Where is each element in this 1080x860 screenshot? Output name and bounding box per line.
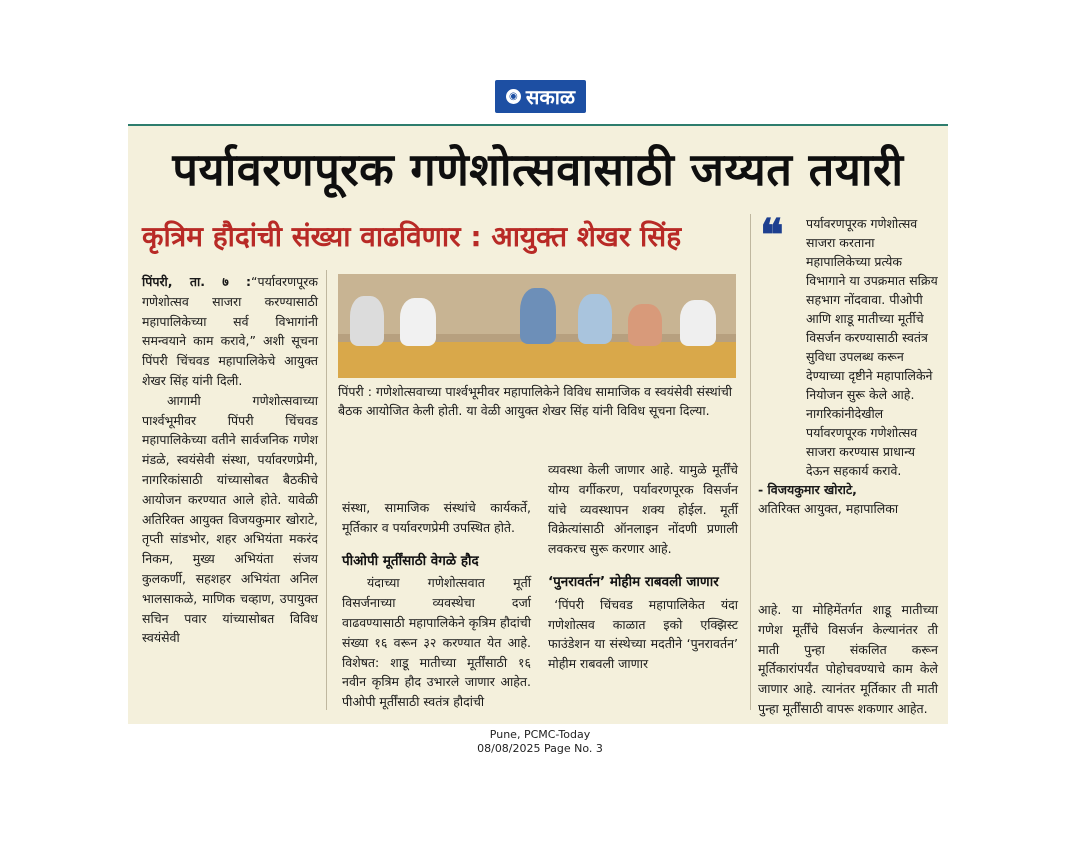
photo-person bbox=[520, 288, 556, 344]
paragraph: व्यवस्था केली जाणार आहे. यामुळे मूर्तींचे योग्य वर्गीकरण, पर्यावरणपूरक विसर्जन यांचे व्यवस्थापन शक्य होईल. मूर्ती विक्रेत्यांसाठी ऑनलाइन नोंदणी प्रणाली लवकरच सुरू करणार आहे. bbox=[548, 462, 738, 557]
paragraph-1: पिंपरी, ता. ७ :“पर्यावरणपूरक गणेशोत्सव साजरा करण्यासाठी महापालिकेच्या सर्व विभागांनी समन्वयाने काम करावे,” अशी सूचना पिंपरी चिंचवड महापालिकेचे आयुक्त शेखर सिंह यांनी दिली. bbox=[142, 274, 318, 388]
column-3 bbox=[548, 460, 738, 674]
pull-quote bbox=[758, 210, 940, 518]
section-subhead: ‘पुनरावर्तन’ मोहीम राबवली जाणार bbox=[548, 573, 719, 590]
photo-person bbox=[680, 300, 716, 346]
section-subhead: पीओपी मूर्तींसाठी वेगळे हौद bbox=[342, 552, 479, 569]
column-4 bbox=[758, 600, 938, 719]
subheadline: कृत्रिम हौदांची संख्या वाढविणार : आयुक्त शेखर सिंह bbox=[142, 220, 682, 253]
quote-designation: अतिरिक्त आयुक्त, महापालिका bbox=[758, 501, 899, 516]
newspaper-logo bbox=[495, 80, 586, 113]
footer-edition: Pune, PCMC-Today bbox=[489, 728, 591, 741]
paragraph-2: आगामी गणेशोत्सवाच्या पार्श्वभूमीवर पिंपरी चिंचवड महापालिकेच्या वतीने सार्वजनिक गणेश मंडळे, स्वयंसेवी संस्था, पर्यावरणप्रेमी, नागरिकांसाठी यांच्यासोबत बैठकीचे आयोजन करण्यात आले होते. यावेळी अतिरिक्त आयुक्त विजयकुमार खोराटे, तृप्ती सांडभोर, शहर अभियंता मकरंद निकम, मुख्य अभियंता संजय कुलकर्णी, सहशहर अभियंता अनिल भालसाकळे, माणिक चव्हाण, उपायुक्त सचिन पवार यांच्यासोबत विविध स्वयंसेवी bbox=[142, 392, 318, 646]
paragraph: यंदाच्या गणेशोत्सवात मूर्ती विसर्जनाच्या व्यवस्थेचा दर्जा वाढवण्यासाठी महापालिकेने कृत्रिम हौदांची संख्या १६ वरून ३२ करण्यात येत आहे. विशेषत: शाडू मातीच्या मूर्तींसाठी १६ नवीन कृत्रिम हौद उभारले जाणार आहेत. पीओपी मूर्तींसाठी स्वतंत्र हौदांची bbox=[342, 575, 531, 710]
footer-date-page: 08/08/2025 Page No. 3 bbox=[477, 742, 603, 755]
paragraph: आहे. या मोहिमेंतर्गत शाडू मातीच्या गणेश मूर्तींचे विसर्जन केल्यानंतर ती माती पुन्हा संकलित करून मूर्तिकारांपर्यंत पोहोचवण्याचे काम केले जाणार आहे. त्यानंतर मूर्तिकार ती माती पुन्हा मूर्तींसाठी वापरू शकणार आहेत. bbox=[758, 602, 938, 716]
photo-person bbox=[628, 304, 662, 346]
logo-text: सकाळ bbox=[525, 84, 576, 109]
dateline: पिंपरी, ता. ७ : bbox=[142, 274, 252, 289]
photo-person bbox=[400, 298, 436, 346]
photo-person bbox=[350, 296, 384, 346]
meeting-photo bbox=[338, 274, 736, 378]
column-divider bbox=[750, 214, 751, 710]
photo-person bbox=[578, 294, 612, 344]
paragraph: ‘पिंपरी चिंचवड महापालिकेत यंदा गणेशोत्सव काळात इको एक्झिस्ट फाउंडेशन या संस्थेच्या मदतीने ‘पुनरावर्तन’ मोहीम राबवली जाणार bbox=[548, 596, 738, 672]
column-divider bbox=[326, 270, 327, 710]
headline: पर्यावरणपूरक गणेशोत्सवासाठी जय्यत तयारी bbox=[172, 143, 904, 196]
quote-author: - विजयकुमार खोराटे, bbox=[758, 482, 857, 497]
column-1 bbox=[142, 272, 318, 648]
news-clipping bbox=[128, 124, 948, 724]
quote-mark-icon: ❝ bbox=[760, 210, 784, 261]
photo-caption: पिंपरी : गणेशोत्सवाच्या पार्श्वभूमीवर महापालिकेने विविध सामाजिक व स्वयंसेवी संस्थांची बैठक आयोजित केली होती. या वेळी आयुक्त शेखर सिंह यांनी विविध सूचना दिल्या. bbox=[338, 384, 733, 418]
column-2 bbox=[342, 498, 531, 712]
logo-emblem-icon: ◉ bbox=[506, 89, 521, 104]
quote-text: पर्यावरणपूरक गणेशोत्सव साजरा करताना महापालिकेच्या प्रत्येक विभागाने या उपक्रमात सक्रिय सहभाग नोंदवावा. पीओपी आणि शाडू मातीच्या मूर्तीचे विसर्जन करण्यासाठी स्वतंत्र सुविधा उपलब्ध करून देण्याच्या दृष्टीने महापालिकेने नियोजन सुरू केले आहे. नागरिकांनीदेखील पर्यावरणपूरक गणेशोत्सव साजरा करण्यास प्राधान्य देऊन सहकार्य करावे. bbox=[806, 216, 938, 478]
photo-table bbox=[338, 342, 736, 378]
paragraph: संस्था, सामाजिक संस्थांचे कार्यकर्ते, मूर्तिकार व पर्यावरणप्रेमी उपस्थित होते. bbox=[342, 500, 531, 535]
